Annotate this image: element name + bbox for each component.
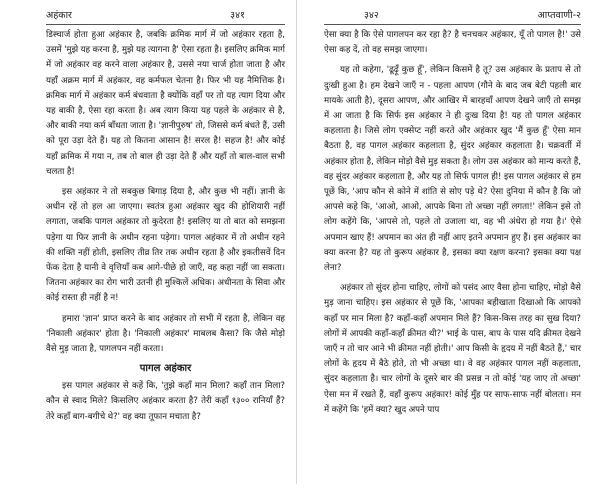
section-heading: पागल अहंकार (139, 363, 192, 375)
right-paragraph-3: अहंकार तो सुंदर होना चाहिए, लोगों को पसंद आए वैसा होना चाहिए, मोड़ो वैसे मुड़ जाना चाहिए। इस अहंकार से पूछें कि, 'आपका बहीखाता दिखाओ कि आपको कहाँ पर मान मिला है? कहाँ-कहाँ अपमान मिले हैं? किस-किस तरह का सुख दिया? लोगों में आपकी कहाँ-कहाँ क्रीमत थी?' भाई के पास, बाप के पास यदि क्रीमत देखने जाएँ न तो चार आने भी क्रीमत नहीं होती।' आप किसी के हृदय में नहीं बैठते हैं,' चार लोगों के हृदय में बैठे होते, तो भी अच्छा था। वे वह अहंकार पागल नहीं कहलाता, सुंदर कहलाता है। चार लोगों के दूसरे बार की प्रसन्न न तो कोई 'यह जाए तो अच्छा' ऐसा मन में रखते हैं, वहाँ कुरूप अहंकार! कोई मुँह पर साफ-साफ नहीं बोलता। मन में कहेंगे कि 'हमें क्या? खुद अपने पाप (324, 283, 581, 415)
left-header-title: अहंकार (46, 10, 72, 21)
left-paragraph-4: इस पागल अहंकार से कहें कि, 'तुझे कहाँ मान मिला? कहाँ तान मिला? कौन से स्वाद मिले? किसलिए अहंकार करता है? तेरी कहाँ १३०० रानियाँ हैं? तेरे कहाँ बाग-बगीचे थे?' वह क्या तूफान मचाता है? (46, 381, 285, 422)
left-page (0, 0, 295, 484)
right-paragraph-1: ऐसा क्या है कि ऐसे पागलपन कर रहा है? है चनचकर अहंकार, यूँ तो पागल है!' उसे ऐसा कह दें, तो वह समझ जाएगा। (324, 30, 581, 56)
page-gutter (296, 0, 297, 484)
right-running-header (324, 10, 581, 25)
left-running-header (46, 10, 285, 25)
right-page-number: ३४२ (364, 10, 379, 21)
right-page (298, 0, 599, 484)
left-page-number: ३४१ (230, 10, 245, 21)
left-paragraph-2: इस अहंकार ने तो सबकुछ बिगाड़ दिया है, और कुछ भी नहीं। ज्ञानी के अधीन रहें तो हल आ जाएगा। स्वतंत्र हुआ अहंकार खुद की होशियारी नहीं लगाता, जबकि पागल अहंकार तो कुदेरता है! इसलिए या तो बात को समझना पड़ेगा या फिर ज्ञानी के अधीन रहना पड़ेगा। पागल अहंकार में तो अधीन रहने की शक्ति नहीं होती, इसलिए तीव्र तिर तक अधीन रहता है और इकतीसवें दिन फेंक देता है यानी वे वृत्तियाँ कब आगे-पीछे हो जाएँ, वह कहा नहीं जा सकता। जितना अहंकार का रोग भारी उतनी ही मुश्किलें अधिक। अधीनता के सिवा और कोई रास्ता ही नहीं है न! (46, 187, 285, 304)
right-paragraph-2: यह तो कहेगा, 'ढूढ़ूँ कुछ हूँ', लेकिन किसमें है तू? उस अहंकार के प्रताप से तो दुःखी हुआ है। हम देखने जाएँ न - पहला आपण (गौने के बाद जब बेटी पहली बार मायके आती है), दूसरा आपण, और आखिर में बारहवाँ आपण देखने जाएँ तो समझ में आ जाता है कि सिर्फ इस अहंकार ने ही दुःख दिया है! यह तो पागल अहंकार कहलाता है। जिसे लोग एक्सेप्ट नहीं करते और अहंकार खुद 'मैं कुछ हूँ' ऐसा मान बैठता है, वह पागल अहंकार कहलाता है, सुंदर अहंकार कहलाता है। चक्रवर्ती में अहंकार होता है, लेकिन मोड़ो वैसे मुड़ सकता है। लोग उस अहंकार को मान्य करते हैं, वह सुंदर अहंकार कहलाता है, और यह तो सिर्फ पागल ही! इस पागल अहंकार से हम पूछें कि, 'आप कौन से कोने में शांति से सोए पड़े थे? ऐसा दुनिया में कौन है कि जो आपसे कहे कि, 'आओ, आओ, आपके बिना तो अच्छा नहीं लगता!' लेकिन इसे तो लोग कहेंगे कि, 'आपसे तो, पहले तो उजाला था, वह भी अंधेरा हो गया है।' ऐसे अपमान खाए हैं! अपमान का अंत ही नहीं आए इतने अपमान हुए हैं। इस अहंकार का क्या करना है? यह तो कुरूप अहंकार है, इसका क्या रक्षण करना? इसका क्या पक्ष लेना? (324, 65, 581, 274)
left-paragraph-3: हमारा 'ज्ञान' प्राप्त करने के बाद अहंकार तो सभी में रहता है, लेकिन वह 'निकाली अहंकार' होता है। 'निकाली अहंकार' माबलब कैसा? कि जैसे मोड़ो वैसे मुड़ जाता है, पागलपन नहीं करता। (46, 313, 285, 355)
left-paragraph-1: डिस्चार्ज होता हुआ अहंकार है, जबकि क्रमिक मार्ग में जो अहंकार रहता है, उसमें 'मुझे यह करना है, मुझे यह त्यागना है' ऐसा रहता है। इसलिए क्रमिक मार्ग में जो अहंकार वह करने वाला अहंकार है, उससे नया चार्ज होता जाता है और यहाँ अक्रम मार्ग में अहंकार, वह कर्मफल चेतना है। फिर भी यह नैमित्तिक है। क्रमिक मार्ग में अहंकार कर्म बंधवाता है क्योंकि वहाँ पर तो यह त्याग दिया और यह बाकी है, ऐसा रहा करता है। अब त्याग किया यह पहले के अहंकार से है, और बाकी नया कर्म बाँधता जाता है। 'ज्ञानीपुरुष' तो, जिससे कर्म बंधते हैं, उसी को पूरा उड़ा देते हैं। यह तो कितना आसान है! सरल है! सहज है! और कोई यहाँ क्रमिक में गया न, तब तो बाल ही उड़ा देते हैं और यहाँ तो बाल-वाल सभी चलता है! (46, 30, 285, 177)
right-header-title: आप्तवाणी-२ (537, 10, 581, 21)
